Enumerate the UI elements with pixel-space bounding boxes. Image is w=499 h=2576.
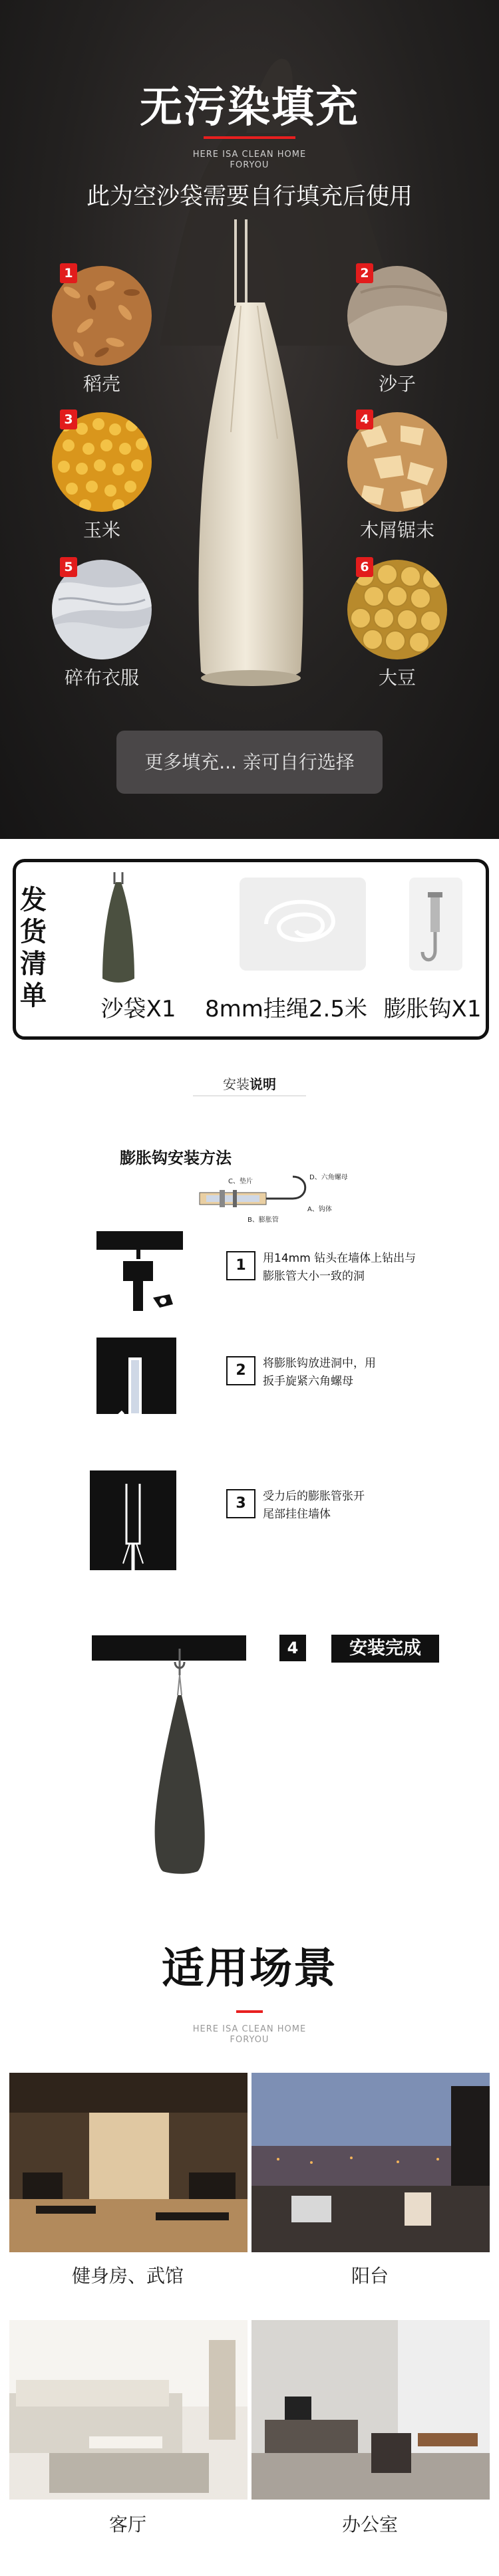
expansion-hook-thumbnail [409,878,462,971]
step-3-line-1: 受力后的膨胀管张开 [263,1490,365,1503]
hero-notice: 此为空沙袋需要自行填充后使用 [86,183,413,210]
scenes-accent-bar [236,2010,263,2013]
scene-label-office: 办公室 [341,2514,398,2535]
material-number-5: 5 [60,557,77,577]
material-number-4: 4 [356,410,373,429]
scenes-title: 适用场景 [162,1944,337,1994]
gym-scene-image [9,2073,248,2252]
part-label-c: C、垫片 [228,1178,253,1185]
material-label-2: 沙子 [378,373,416,395]
part-label-a: A、钩体 [307,1206,332,1213]
install-title-bold: 说明 [250,1076,276,1092]
step-text-2 [263,1355,376,1391]
material-label-5: 碎布衣服 [64,667,139,689]
material-label-6: 大豆 [378,667,416,689]
step-text-1 [263,1250,416,1286]
step-number-2: 2 [226,1356,255,1385]
material-number-1: 1 [60,263,77,283]
install-title-prefix: 安装 [223,1076,250,1092]
scenes-subtitle-en-2: FORYOU [230,2035,269,2045]
material-number-3: 3 [60,410,77,429]
scene-label-gym: 健身房、武馆 [71,2265,184,2287]
shipping-list-title: 发货清单 [20,885,47,1011]
step-number-1: 1 [226,1251,255,1280]
material-label-3: 玉米 [83,519,120,541]
scenes-subtitle-en: HERE ISA CLEAN HOME [192,2024,307,2034]
step-number-4: 4 [279,1635,306,1661]
dark-sandbag-thumbnail [98,872,138,985]
step-2-line-2: 扳手旋紧六角螺母 [263,1375,353,1388]
balcony-scene-image [251,2073,490,2252]
ship-item-sandbag: 沙袋X1 [100,996,176,1022]
drill-step-illustration [96,1231,190,1331]
scene-label-living-room: 客厅 [108,2514,146,2535]
rope-thumbnail [240,878,366,971]
living-room-scene-image [9,2320,248,2500]
install-method-title: 膨胀钩安装方法 [120,1148,232,1167]
step-1-line-1: 用14mm 钻头在墙体上钻出与 [263,1252,416,1265]
part-label-d: D、六角螺母 [309,1174,348,1181]
hanging-dark-sandbag-image [150,1649,210,1875]
scene-label-balcony: 阳台 [351,2265,389,2287]
material-label-1: 稻壳 [83,373,120,395]
hero-subtitle-en-2: FORYOU [230,160,269,170]
step-number-3: 3 [226,1489,255,1518]
install-section-title [193,1074,306,1093]
step-2-line-1: 将膨胀钩放进洞中，用 [263,1357,376,1370]
material-label-4: 木屑锯末 [359,519,434,541]
ship-item-hook: 膨胀钩X1 [383,996,482,1022]
office-scene-image [251,2320,490,2500]
more-fillings-button[interactable]: 更多填充... 亲可自行选择 [116,731,383,794]
step-3-line-2: 尾部挂住墙体 [263,1508,331,1521]
cream-sandbag-image [194,219,307,698]
wrench-step-illustration [96,1338,183,1431]
expanded-anchor-illustration [90,1470,183,1577]
step-text-3 [263,1488,365,1524]
step-1-line-2: 膨胀管大小一致的洞 [263,1270,365,1283]
hero-section [0,0,499,839]
part-label-b: B、膨胀管 [248,1217,279,1224]
hero-title: 无污染填充 [140,83,359,132]
install-complete-badge: 安装完成 [331,1635,439,1663]
ship-item-rope: 8mm挂绳2.5米 [205,996,367,1022]
material-number-6: 6 [356,557,373,577]
title-accent-bar [204,136,295,139]
material-number-2: 2 [356,263,373,283]
hero-subtitle-en: HERE ISA CLEAN HOME [192,150,307,160]
